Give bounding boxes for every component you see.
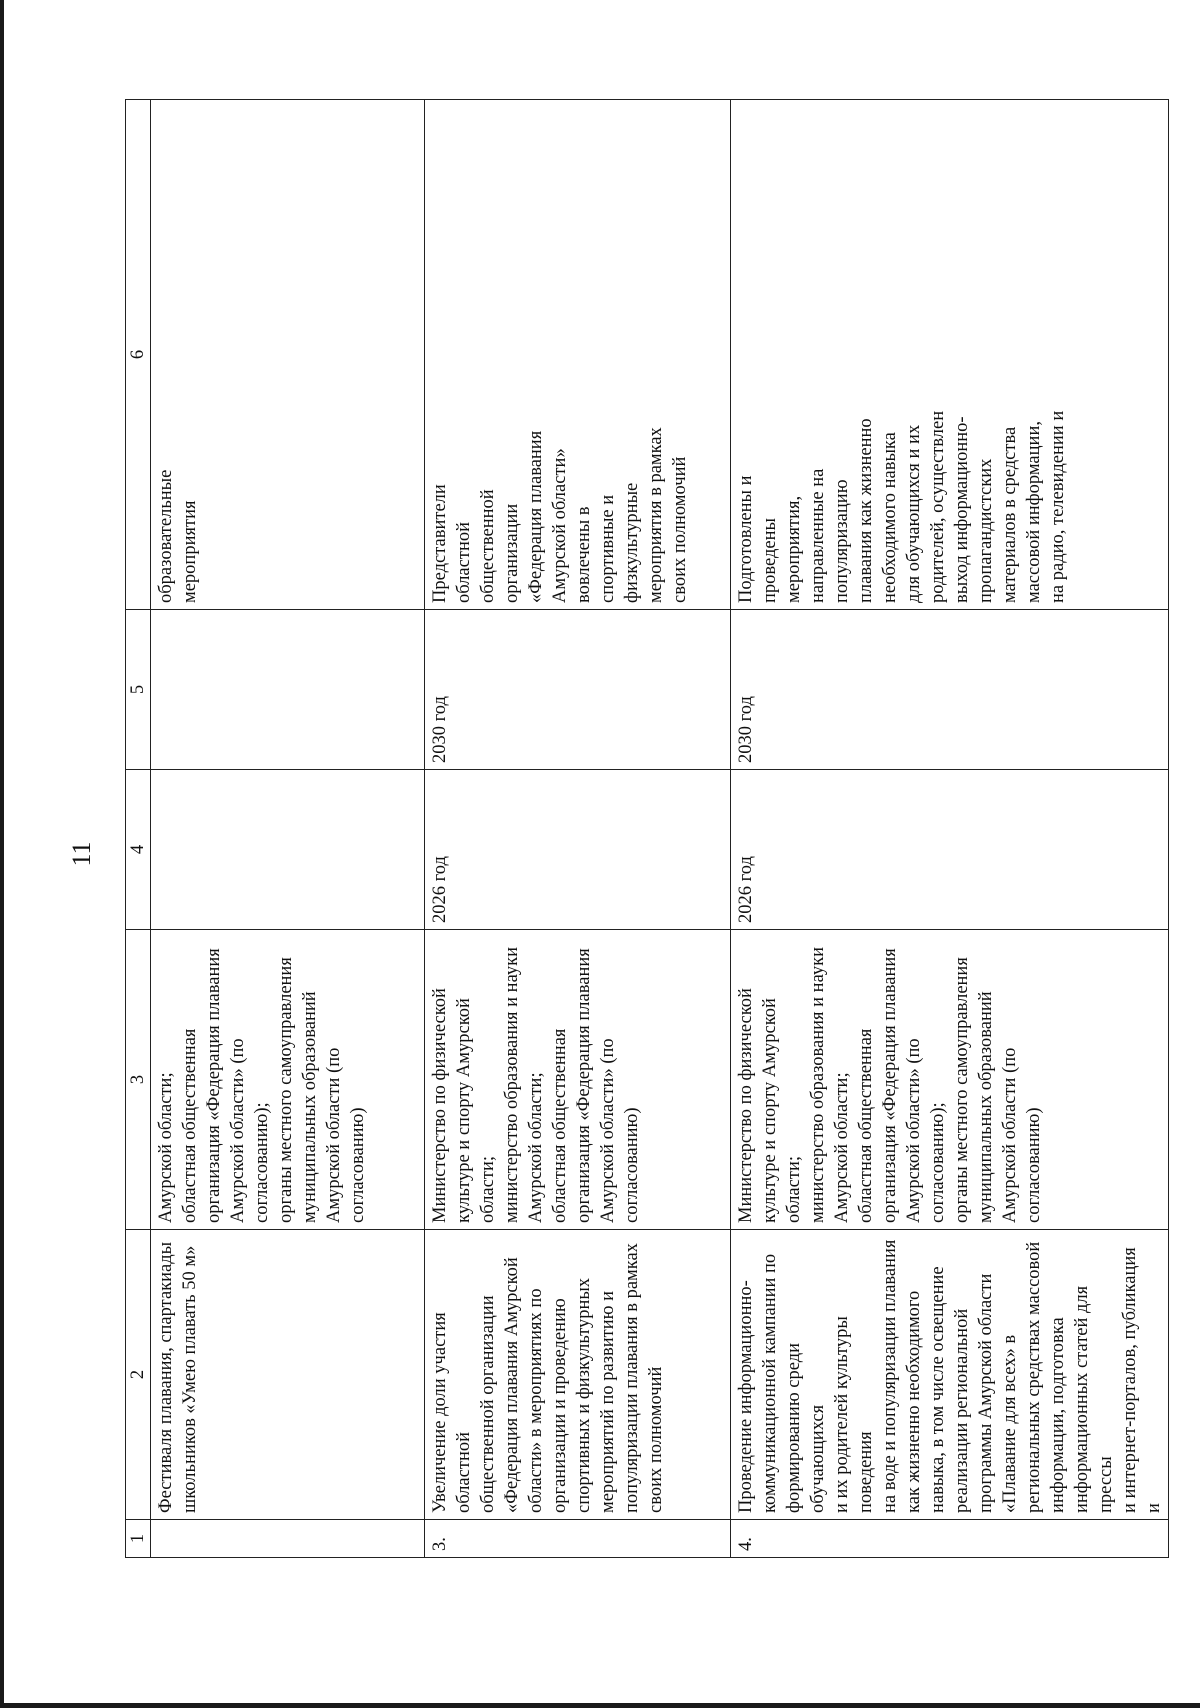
expected-result: Подготовлены и проведены мероприятия, направленные на популяризацию плавания как жизненно необходимого навыка для обучающихся и их родителей, осуществлен выход информационно- пропагандистских материалов в средства массовой информации, на радио, телевидении и [731,100,1169,610]
responsible-executors: Министерство по физической культуре и спорту Амурской области; министерство образования и науки Амурской области; областная общественная организация «Федерация плавания Амурской области» (по согласованию) [425,930,731,1230]
expected-result: образовательные мероприятия [151,100,425,610]
page-number: 11 [67,841,96,867]
row-number: 4. [731,1520,1169,1558]
row-number: 3. [425,1520,731,1558]
end-date [151,610,425,770]
table-row [151,100,425,1558]
rotated-table-sheet [125,138,1164,1558]
table-row [731,100,1169,1558]
header-col-5: 5 [126,610,151,770]
table-row [425,100,731,1558]
scan-edge-bottom [0,1703,1200,1708]
header-col-2: 2 [126,1230,151,1520]
row-number [151,1520,425,1558]
responsible-executors: Амурской области; областная общественная организация «Федерация плавания Амурской области» (по согласованию); органы местного самоуправления муниципальных образований Амурской области (по согласованию) [151,930,425,1230]
end-date: 2030 год [425,610,731,770]
responsible-executors: Министерство по физической культуре и спорту Амурской области; министерство образования и науки Амурской области; областная общественная организация «Федерация плавания Амурской области» (по согласованию); органы местного самоуправления муниципальных образований Амурской области (по согласованию) [731,930,1169,1230]
start-date: 2026 год [425,770,731,930]
header-col-4: 4 [126,770,151,930]
start-date: 2026 год [731,770,1169,930]
measures-table [125,99,1169,1558]
event-name: Проведение информационно- коммуникационной кампании по формированию среди обучающихся и их родителей культуры поведения на воде и популяризации плавания как жизненно необходимого навыка, в том числе освещение реализации региональной программы Амурской области «Плавание для всех» в региональных средствах массовой информации, подготовка информационных статей для прессы и интернет-порталов, публикация и [731,1230,1169,1520]
end-date: 2030 год [731,610,1169,770]
event-name: Увеличение доли участия областной общественной организации «Федерация плавания Амурской области» в мероприятиях по организации и проведению спортивных и физкультурных мероприятий по развитию и популяризации плавания в рамках своих полномочий [425,1230,731,1520]
expected-result: Представители областной общественной организации «Федерация плавания Амурской области» вовлечены в спортивные и физкультурные мероприятия в рамках своих полномочий [425,100,731,610]
header-col-6: 6 [126,100,151,610]
header-col-1: 1 [126,1520,151,1558]
start-date [151,770,425,930]
header-col-3: 3 [126,930,151,1230]
header-row [126,100,151,1558]
scan-edge-left [0,0,4,1708]
event-name: Фестиваля плавания, спартакиады школьников «Умею плавать 50 м» [151,1230,425,1520]
